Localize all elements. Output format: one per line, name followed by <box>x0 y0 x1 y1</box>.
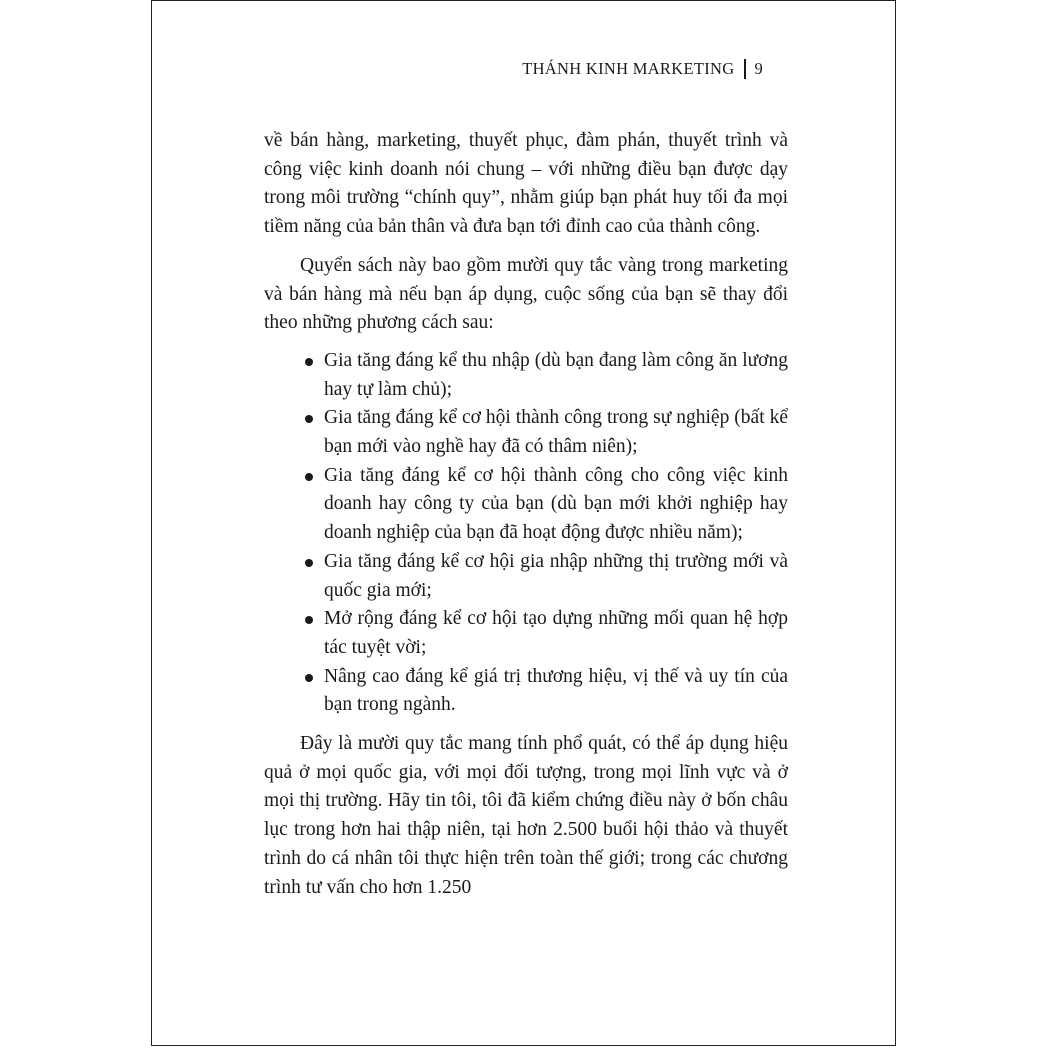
list-item <box>264 404 788 461</box>
list-item <box>264 663 788 720</box>
benefits-list <box>264 347 788 720</box>
book-title: THÁNH KINH MARKETING <box>522 59 735 78</box>
header-separator <box>744 59 746 79</box>
bullet-icon <box>305 616 313 624</box>
list-item-text: Gia tăng đáng kể cơ hội thành công trong sự nghiệp (bất kể bạn mới vào nghề hay đã có thâm niên); <box>324 407 788 458</box>
list-item-text: Gia tăng đáng kể thu nhập (dù bạn đang làm công ăn lương hay tự làm chủ); <box>324 349 788 400</box>
list-item <box>264 548 788 605</box>
bullet-icon <box>305 674 313 682</box>
list-item <box>264 605 788 662</box>
list-item-text: Gia tăng đáng kể cơ hội thành công cho công việc kinh doanh hay công ty của bạn (dù bạn mới khởi nghiệp hay doanh nghiệp của bạn đã hoạt động được nhiều năm); <box>324 464 788 544</box>
page-body <box>264 127 788 902</box>
bullet-icon <box>305 473 313 481</box>
running-header <box>522 59 763 79</box>
bullet-icon <box>305 358 313 366</box>
paragraph-continued: về bán hàng, marketing, thuyết phục, đàm phán, thuyết trình và công việc kinh doanh nói chung – với những điều bạn được dạy trong môi trường “chính quy”, nhằm giúp bạn phát huy tối đa mọi tiềm năng của bản thân và đưa bạn tới đỉnh cao của thành công. <box>264 130 788 238</box>
list-item-text: Gia tăng đáng kể cơ hội gia nhập những thị trường mới và quốc gia mới; <box>324 550 788 601</box>
list-item-text: Nâng cao đáng kể giá trị thương hiệu, vị thế và uy tín của bạn trong ngành. <box>324 665 788 716</box>
book-page <box>151 0 896 1046</box>
paragraph-intro-rules: Quyển sách này bao gồm mười quy tắc vàng trong marketing và bán hàng mà nếu bạn áp dụng, cuộc sống của bạn sẽ thay đổi theo những phương cách sau: <box>264 254 788 334</box>
list-item <box>264 462 788 548</box>
bullet-icon <box>305 415 313 423</box>
list-item <box>264 347 788 404</box>
page-number: 9 <box>754 59 763 78</box>
paragraph-universal-rules: Đây là mười quy tắc mang tính phổ quát, có thể áp dụng hiệu quả ở mọi quốc gia, với mọi đối tượng, trong mọi lĩnh vực và ở mọi thị trường. Hãy tin tôi, tôi đã kiểm chứng điều này ở bốn châu lục trong hơn hai thập niên, tại hơn 2.500 buổi hội thảo và thuyết trình do cá nhân tôi thực hiện trên toàn thế giới; trong các chương trình tư vấn cho hơn 1.250 <box>264 733 788 898</box>
bullet-icon <box>305 559 313 567</box>
list-item-text: Mở rộng đáng kể cơ hội tạo dựng những mối quan hệ hợp tác tuyệt vời; <box>324 608 788 658</box>
